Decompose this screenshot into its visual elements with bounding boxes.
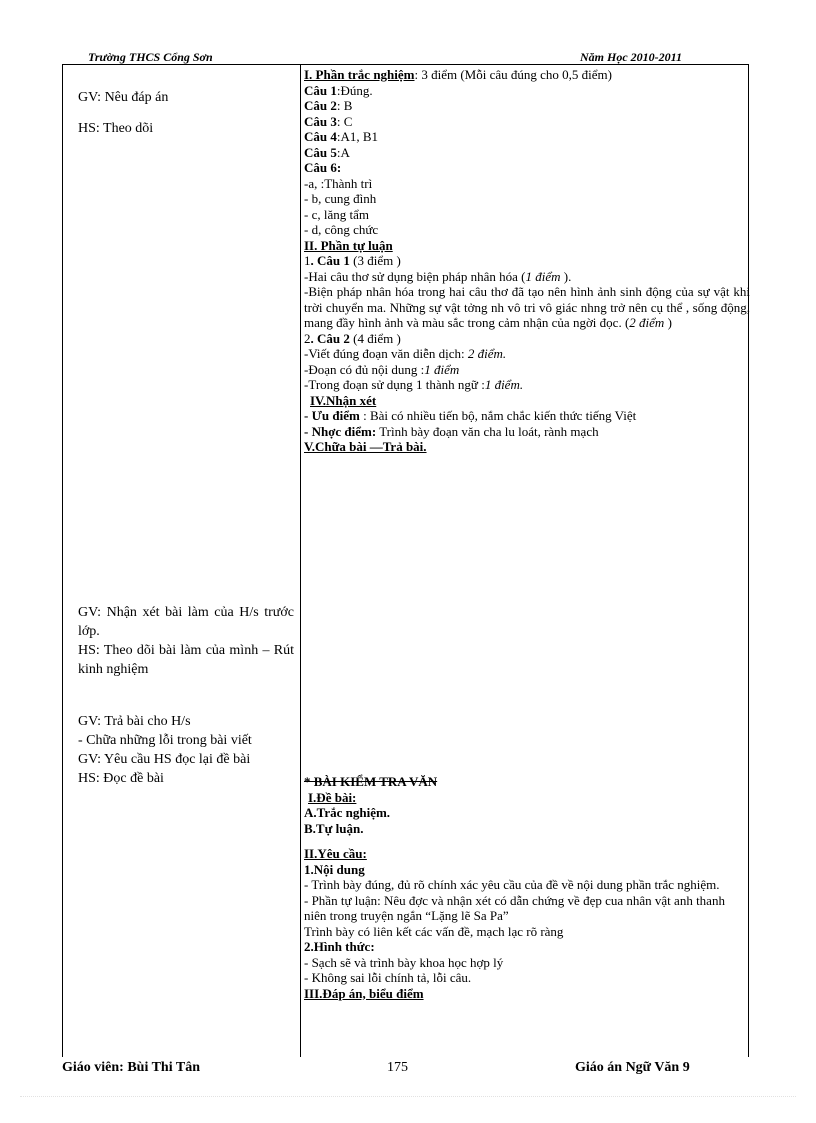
left-block-answers [78,88,294,138]
form-item: - Sạch sẽ và trình bày khoa học hợp lý [304,954,504,970]
answer-1: Câu 1:Đúng. [304,82,373,98]
form-item: - Không sai lỗi chính tả, lỗi câu. [304,970,472,985]
left-line: HS: Theo dõi [78,121,154,136]
left-line: HS: Đọc đề bài [78,771,164,786]
content-item: Trình bày có liên kết các vấn đề, mạch lạc rõ ràng [304,923,564,939]
left-line: GV: Nêu đáp án [78,90,169,105]
form-heading: 2.Hình thức: [304,939,375,954]
cau6-item: - c, lăng tẩm [304,206,369,222]
page-separator [20,1096,796,1097]
right-block-test [304,774,750,1001]
section-2-heading: II. Phần tự luận [304,237,393,253]
test-question-heading: I.Đề bài: [308,789,357,805]
header-school: Trường THCS Cổng Sơn [88,50,213,64]
question-1-heading: 1. Câu 1 (3 điểm ) [304,253,401,268]
content-item: - Phần tự luận: Nêu đợc và nhận xét có dẫn chứng về đẹp cua nhân vật anh thanh niên trong truyện ngắn “Lặng lẽ Sa Pa” [304,892,725,923]
question-2-line: -Trong đoạn sử dụng 1 thành ngữ :1 điểm. [304,377,524,392]
weaknesses-text: - Nhợc điểm: Trình bày đoạn văn cha lu loát, rành mạch [304,423,599,439]
test-part-a: A.Trắc nghiệm. [304,805,391,820]
left-line: GV: Trả bài cho H/s [78,714,191,729]
content-item: - Trình bày đúng, đủ rõ chính xác yêu cầu của đề về nội dung phần trắc nghiệm. [304,877,720,892]
answer-4: Câu 4:A1, B1 [304,129,379,144]
question-2-line: -Viết đúng đoạn văn diễn dịch: 2 điểm. [304,346,507,361]
left-line: GV: Nhận xét bài làm của H/s trước lớp. [78,605,294,639]
left-line: HS: Theo dõi bài làm của mình – Rút kinh nghiệm [78,643,294,677]
answer-6: Câu 6: [304,160,342,175]
question-1-line: -Hai câu thơ sử dụng biện pháp nhân hóa (1 điểm ). [304,268,572,284]
question-2-heading: 2. Câu 2 (4 điểm ) [304,330,401,346]
page-number: 175 [387,1060,408,1075]
answer-3: Câu 3: C [304,113,353,129]
test-title: * BÀI KIỂM TRA VĂN [304,774,438,789]
footer-teacher: Giáo viên: Bùi Thi Tân [62,1060,200,1075]
cau6-item: - b, cung đình [304,191,377,206]
answer-key-heading: III.Đáp án, biểu điểm [304,985,424,1001]
left-line: GV: Yêu cầu HS đọc lại đề bài [78,752,251,767]
right-block-answers [304,67,750,455]
header-school-year: Năm Học 2010-2011 [580,50,682,64]
footer-subject: Giáo án Ngữ Văn 9 [575,1060,690,1075]
table-left-border [62,64,63,1057]
left-block-return [78,712,294,788]
section-1-heading: I. Phần trắc nghiệm: 3 điểm (Mỗi câu đúng cho 0,5 điểm) [304,67,612,82]
answer-2: Câu 2: B [304,98,353,113]
question-2-line: -Đoạn có đủ nội dung :1 điểm [304,361,460,377]
question-1-paragraph: -Biện pháp nhân hóa trong hai câu thơ đã tạo nên hình ảnh sinh động của sự vật khi trời chuyển ma. Những sự vật tởng nh vô tri vô giác nhng trở nên cụ thể , sống động, mang đầy hình ảnh và màu sắc trong cảm nhận của ngời đọc. (2 điểm ) [304,284,750,330]
table-column-divider [300,64,301,1057]
cau6-item: - d, công chức [304,222,379,237]
requirements-heading: II.Yêu cầu: [304,846,367,861]
answer-5: Câu 5:A [304,144,350,160]
test-part-b: B.Tự luận. [304,820,364,836]
left-block-review [78,603,294,679]
section-4-heading: IV.Nhận xét [310,392,377,408]
strengths-text: - Ưu điểm : Bài có nhiều tiến bộ, nắm chắc kiến thức tiếng Việt [304,408,637,423]
left-line: - Chữa những lỗi trong bài viết [78,733,252,748]
header-rule [62,64,748,65]
section-5-heading: V.Chữa bài —Trả bài. [304,439,427,454]
content-heading: 1.Nội dung [304,861,365,877]
cau6-item: -a, :Thành trì [304,175,373,191]
